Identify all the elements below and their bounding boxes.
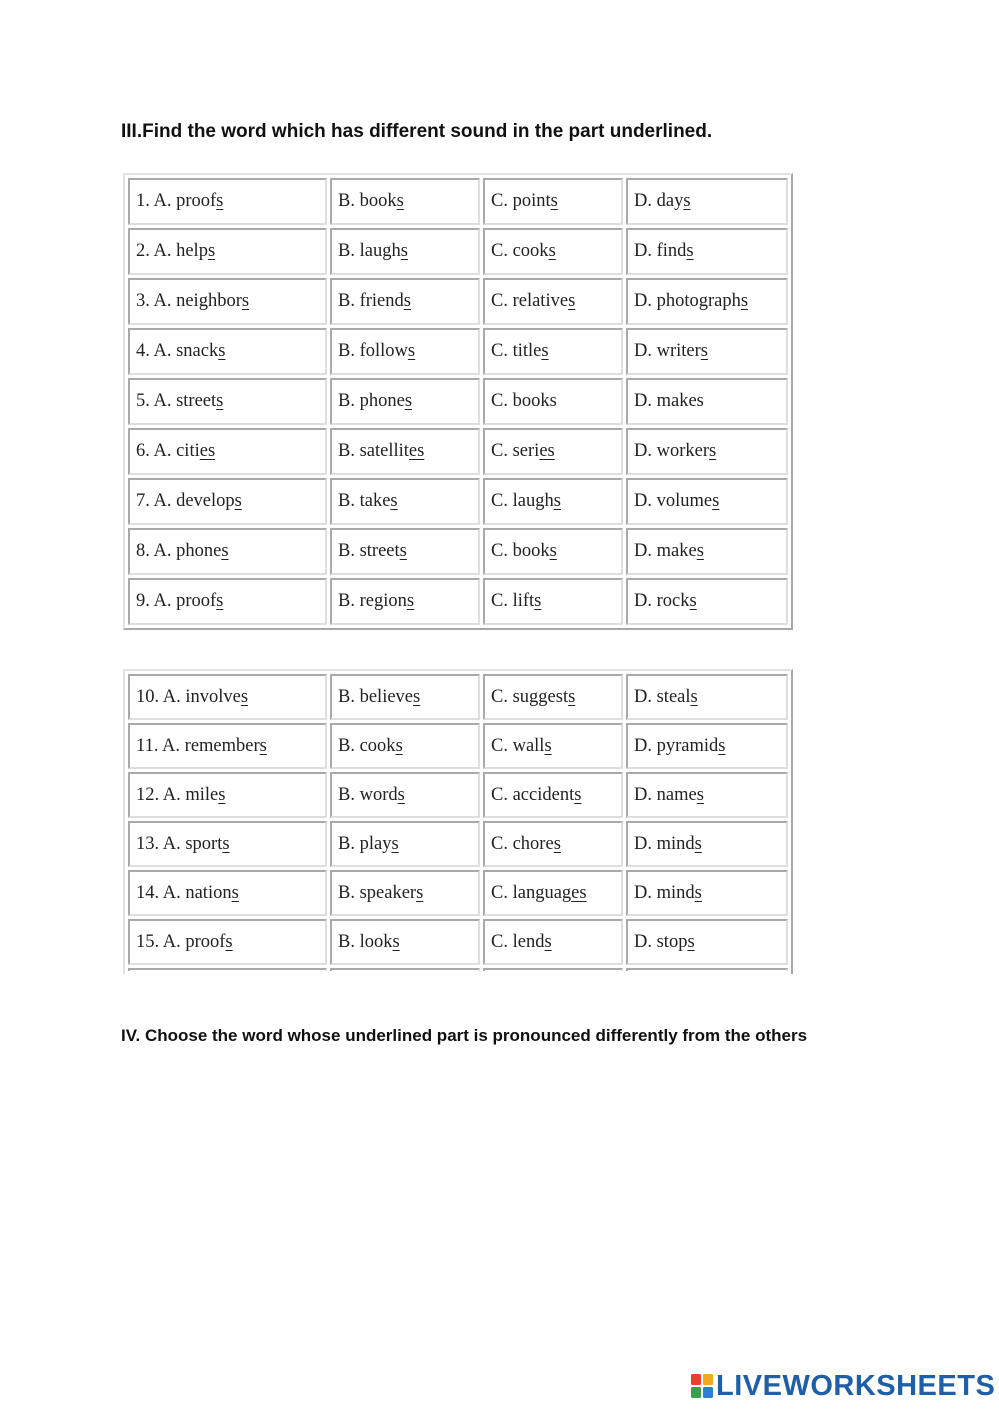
option-d-cell [626,919,788,965]
option-b-cell [330,674,480,720]
option-c-cell [483,278,623,325]
underlined-part: s [550,191,558,211]
word-text: B. region [338,591,407,611]
option-a-cell [128,674,327,720]
underlined-part: s [694,833,702,854]
option-b-cell [330,278,480,325]
section-iii-heading: III.Find the word which has different sound in the part underlined. [121,121,713,142]
option-a-cell [128,228,327,275]
word-text: B. laugh [338,241,401,261]
word-text: D. mind [634,882,695,903]
option-c-cell [483,228,623,275]
question-row [128,772,788,818]
underlined-part: s [718,735,726,756]
underlined-part: s [216,191,224,211]
word-text: 2. A. help [136,241,208,261]
option-a-cell [128,278,327,325]
underlined-part: s [407,341,416,361]
word-text: C. chore [491,833,554,854]
word-text: C. accident [491,784,575,805]
option-b-cell [330,772,480,818]
option-b-cell [330,870,480,916]
underlined-part: s [240,686,249,707]
word-text: D. mind [634,833,695,854]
option-a-cell [128,919,327,965]
word-text: 7. A. develop [136,491,235,511]
section-iv-heading: IV. Choose the word whose underlined part is pronounced differently from the others [121,1026,808,1045]
option-b-cell [330,821,480,867]
underlined-part: es [571,882,587,903]
word-text: 1. A. proof [136,191,217,211]
empty-cell [128,968,327,971]
underlined-part: s [397,784,405,805]
question-row [128,821,788,867]
option-c-cell [483,578,623,625]
word-text: 3. A. neighbor [136,291,242,311]
option-a-cell [128,870,327,916]
option-d-cell [626,178,788,225]
word-text: C. books [491,391,557,411]
underlined-part: s [216,591,224,611]
word-text: 15. A. proof [136,931,226,952]
underlined-part: s [391,833,399,854]
word-text: C. point [491,191,551,211]
option-d-cell [626,478,788,525]
option-c-cell [483,378,623,425]
underlined-part: s [544,931,552,952]
question-row [128,278,788,325]
option-b-cell [330,723,480,769]
question-row [128,528,788,575]
table-cutoff-row [128,968,788,971]
word-text: C. relative [491,291,569,311]
underlined-part: s [683,191,691,211]
underlined-part: s [221,541,229,561]
word-text: D. make [634,541,697,561]
underlined-part: s [553,491,561,511]
underlined-part: s [694,882,702,903]
option-c-cell [483,674,623,720]
word-text: B. take [338,491,391,511]
word-text: D. volume [634,491,713,511]
underlined-part: s [400,241,408,261]
option-b-cell [330,378,480,425]
underlined-part: s [740,291,749,311]
word-text: C. book [491,541,550,561]
word-text: D. stop [634,931,688,952]
logo-tile-e [703,1387,713,1398]
underlined-part: s [549,541,557,561]
option-c-cell [483,870,623,916]
underlined-part: s [568,686,576,707]
option-c-cell [483,428,623,475]
option-a-cell [128,723,327,769]
underlined-part: s [392,931,400,952]
underlined-part: s [225,931,233,952]
option-c-cell [483,528,623,575]
word-text: 8. A. phone [136,541,222,561]
option-c-cell [483,723,623,769]
underlined-part: es [199,441,216,461]
option-c-cell [483,821,623,867]
word-text: 9. A. proof [136,591,217,611]
underlined-part: s [544,735,552,756]
logo-wordmark: LIVEWORKSHEETS [716,1370,996,1402]
option-a-cell [128,428,327,475]
option-a-cell [128,578,327,625]
option-d-cell [626,578,788,625]
word-text: B. play [338,833,392,854]
option-d-cell [626,870,788,916]
exercise-table-1 [123,173,793,630]
word-text: 5. A. street [136,391,217,411]
word-text: D. steal [634,686,691,707]
word-text: D. name [634,784,697,805]
underlined-part: s [406,591,415,611]
underlined-part: s [534,591,542,611]
underlined-part: s [218,341,226,361]
underlined-part: s [234,491,242,511]
word-text: D. worker [634,441,710,461]
word-text: C. lend [491,931,545,952]
word-text: C. wall [491,735,545,756]
underlined-part: s [218,784,226,805]
underlined-part: s [259,735,267,756]
liveworksheets-logo [691,1372,995,1401]
question-row [128,228,788,275]
option-d-cell [626,674,788,720]
option-a-cell [128,821,327,867]
underlined-part: s [399,541,407,561]
word-text: B. book [338,191,397,211]
underlined-part: s [416,882,424,903]
question-row [128,328,788,375]
question-row [128,578,788,625]
underlined-part: s [696,541,704,561]
option-c-cell [483,478,623,525]
underlined-part: es [539,441,555,461]
underlined-part: s [712,491,720,511]
word-text: 13. A. sport [136,833,223,854]
word-text: B. satellit [338,441,409,461]
word-text: B. friend [338,291,404,311]
option-a-cell [128,478,327,525]
underlined-part: s [390,491,398,511]
question-row [128,870,788,916]
word-text: C. languag [491,882,572,903]
underlined-part: s [574,784,582,805]
exercise-table-2 [123,669,793,974]
word-text: B. believe [338,686,414,707]
word-text: B. street [338,541,400,561]
word-text: D. writer [634,341,701,361]
word-text: D. day [634,191,684,211]
empty-cell [483,968,623,971]
option-a-cell [128,178,327,225]
underlined-part: s [216,391,224,411]
option-b-cell [330,578,480,625]
underlined-part: s [404,391,413,411]
underlined-part: s [241,291,250,311]
underlined-part: s [690,686,698,707]
empty-cell [330,968,480,971]
option-a-cell [128,528,327,575]
underlined-part: s [396,191,404,211]
option-c-cell [483,919,623,965]
option-d-cell [626,378,788,425]
underlined-part: s [568,291,576,311]
option-d-cell [626,528,788,575]
question-row [128,178,788,225]
option-a-cell [128,328,327,375]
question-row [128,378,788,425]
word-text: C. cook [491,241,549,261]
word-text: C. suggest [491,686,569,707]
option-d-cell [626,772,788,818]
liveworksheets-logo-icon [691,1374,714,1400]
option-a-cell [128,772,327,818]
empty-cell [626,968,788,971]
word-text: C. laugh [491,491,554,511]
question-row [128,428,788,475]
logo-tile-v [691,1387,701,1398]
word-text: 4. A. snack [136,341,219,361]
question-row [128,674,788,720]
underlined-part: s [687,931,695,952]
option-c-cell [483,178,623,225]
option-d-cell [626,821,788,867]
question-row [128,919,788,965]
option-c-cell [483,772,623,818]
question-row [128,478,788,525]
word-text: 6. A. citi [136,441,200,461]
word-text: C. lift [491,591,535,611]
underlined-part: s [686,241,694,261]
underlined-part: s [403,291,411,311]
underlined-part: s [207,241,216,261]
word-text: 12. A. mile [136,784,219,805]
word-text: D. find [634,241,687,261]
underlined-part: s [222,833,230,854]
word-text: B. look [338,931,393,952]
word-text: 11. A. remember [136,735,260,756]
option-b-cell [330,428,480,475]
option-d-cell [626,723,788,769]
option-b-cell [330,328,480,375]
option-b-cell [330,528,480,575]
word-text: B. word [338,784,398,805]
underlined-part: s [709,441,717,461]
underlined-part: s [413,686,421,707]
underlined-part: s [689,591,697,611]
underlined-part: s [548,241,556,261]
option-c-cell [483,328,623,375]
option-a-cell [128,378,327,425]
logo-tile-i [703,1374,713,1385]
word-text: D. makes [634,391,704,411]
option-d-cell [626,328,788,375]
underlined-part: es [408,441,425,461]
option-b-cell [330,228,480,275]
word-text: D. rock [634,591,690,611]
word-text: B. speaker [338,882,417,903]
underlined-part: s [553,833,561,854]
word-text: C. seri [491,441,540,461]
option-d-cell [626,228,788,275]
option-d-cell [626,428,788,475]
underlined-part: s [541,341,549,361]
underlined-part: s [700,341,708,361]
word-text: B. cook [338,735,396,756]
word-text: D. pyramid [634,735,719,756]
word-text: 10. A. involve [136,686,241,707]
word-text: B. follow [338,341,408,361]
option-b-cell [330,478,480,525]
word-text: 14. A. nation [136,882,232,903]
word-text: B. phone [338,391,405,411]
option-b-cell [330,919,480,965]
underlined-part: s [231,882,239,903]
underlined-part: s [696,784,704,805]
question-row [128,723,788,769]
option-b-cell [330,178,480,225]
underlined-part: s [395,735,403,756]
word-text: D. photograph [634,291,741,311]
word-text: C. title [491,341,542,361]
option-d-cell [626,278,788,325]
logo-tile-l [691,1374,701,1385]
